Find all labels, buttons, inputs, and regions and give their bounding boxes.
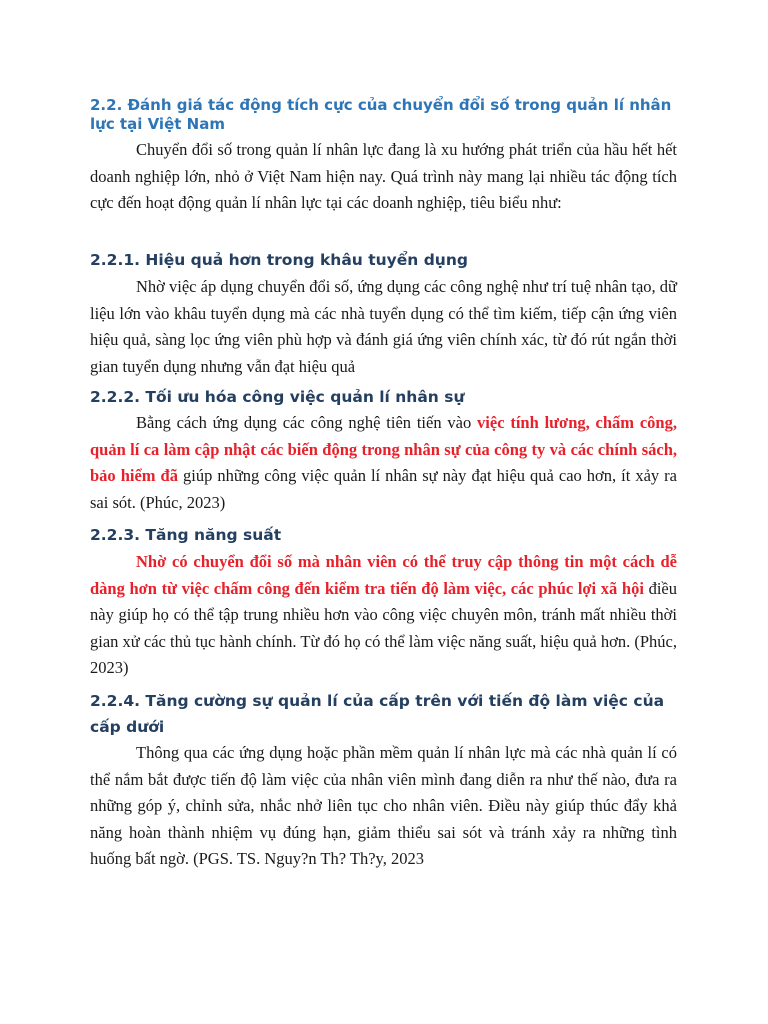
paragraph-2-2-1: Nhờ việc áp dụng chuyển đổi số, ứng dụng các công nghệ như trí tuệ nhân tạo, dữ liệu lớn vào khâu tuyển dụng mà các nhà tuyển dụng có thể tìm kiếm, tiếp cận ứng viên hiệu quả, sàng lọc ứng viên phù hợp và đánh giá ứng viên chính xác, từ đó rút ngắn thời gian tuyển dụng nhưng vẫn đạt hiệu quả — [90, 277, 677, 376]
paragraph-text: Thông qua các ứng dụng hoặc phần mềm quản lí nhân lực mà các nhà quản lí có thể nắm bắt được tiến độ làm việc của nhân viên mình đang diễn ra như thế nào, đưa ra những góp ý, chỉnh sửa, nhắc nhở liên tục cho nhân viên. Điều này giúp thúc đẩy khả năng hoàn thành nhiệm vụ đúng hạn, giảm thiểu sai sót và tránh xảy ra những tình huống bất ngờ. — [90, 743, 677, 868]
intro-paragraph: Chuyển đổi số trong quản lí nhân lực đang là xu hướng phát triển của hầu hết hết doanh nghiệp lớn, nhỏ ở Việt Nam hiện nay. Quá trình này mang lại nhiều tác động tích cực đến hoạt động quản lí nhân lực tại các doanh nghiệp, tiêu biểu như: — [90, 140, 677, 212]
heading-2-2-2: 2.2.2. Tối ưu hóa công việc quản lí nhân sự — [90, 388, 465, 406]
paragraph-2-2-3 — [90, 549, 677, 682]
paragraph-text-after: giúp những công việc quản lí nhân sự này đạt hiệu quả cao hơn, ít xảy ra sai sót. — [90, 466, 678, 512]
highlighted-text: Nhờ có chuyển đổi số mà nhân viên có thể truy cập thông tin một cách dễ dàng hơn từ việc chấm công đến kiểm tra tiến độ làm việc, các phúc lợi xã hội — [90, 552, 677, 598]
heading-2-2-4: 2.2.4. Tăng cường sự quản lí của cấp trên với tiến độ làm việc của cấp dưới — [90, 692, 665, 736]
paragraph-text-after: điều này giúp họ có thể tập trung nhiều hơn vào công việc chuyên môn, tránh mất nhiều thời gian xử các thủ tục hành chính. Từ đó họ có thể làm việc năng suất, hiệu quả hơn. — [90, 578, 677, 651]
paragraph-2-2-2 — [90, 410, 677, 516]
paragraph-2-2-4 — [90, 740, 677, 873]
citation: (Phúc, 2023) — [139, 492, 226, 512]
paragraph-text-before: Bằng cách ứng dụng các công nghệ tiên tiến vào — [136, 413, 478, 432]
citation: (PGS. TS. Nguy?n Th? Th?y, 2023 — [193, 849, 424, 868]
citation: (Phúc, 2023) — [90, 631, 677, 677]
heading-2-2-3: 2.2.3. Tăng năng suất — [90, 526, 282, 544]
highlighted-text: việc tính lương, chấm công, quản lí ca làm cập nhật các biến động trong nhân sự của công ty và các chính sách, bảo hiểm đã — [90, 413, 677, 485]
heading-2-2-1: 2.2.1. Hiệu quả hơn trong khâu tuyển dụng — [90, 251, 468, 269]
section-title: 2.2. Đánh giá tác động tích cực của chuyển đổi số trong quản lí nhân lực tại Việt Nam — [90, 96, 672, 133]
